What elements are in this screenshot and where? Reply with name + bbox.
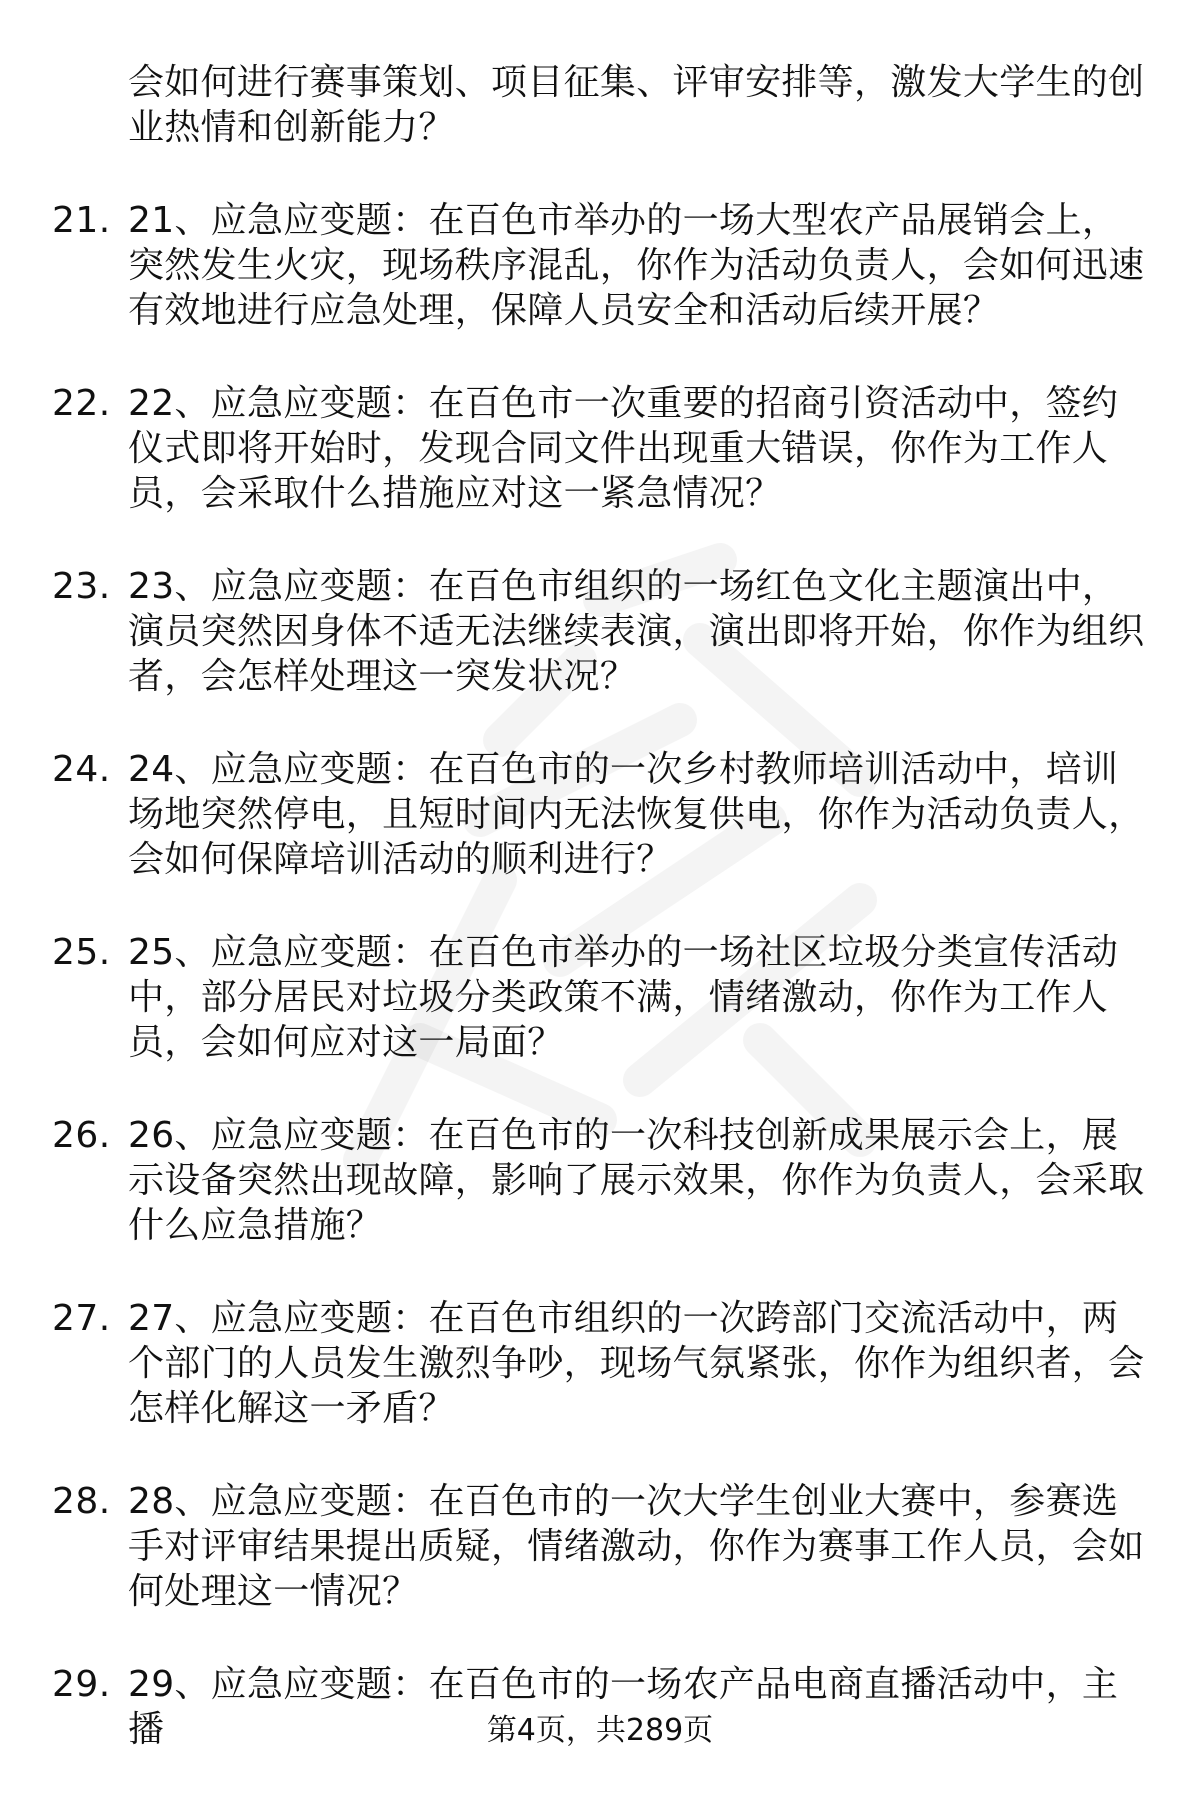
- list-item: [0, 1113, 1200, 1248]
- item-text: 26、应急应变题：在百色市的一次科技创新成果展示会上，展示设备突然出现故障，影响了展示效果，你作为负责人，会采取什么应急措施？: [128, 1115, 1145, 1246]
- list-item: [0, 198, 1200, 333]
- intro-text: 会如何进行赛事策划、项目征集、评审安排等，激发大学生的创业热情和创新能力？: [128, 62, 1145, 148]
- list-item: [0, 747, 1200, 882]
- list-item: [0, 381, 1200, 516]
- list-item: [0, 1296, 1200, 1431]
- item-number: 21.: [52, 200, 111, 241]
- item-number: 28.: [52, 1481, 111, 1522]
- page-footer: 第4页，共289页: [486, 1713, 714, 1748]
- item-text: 25、应急应变题：在百色市举办的一场社区垃圾分类宣传活动中，部分居民对垃圾分类政策不满，情绪激动，你作为工作人员，会如何应对这一局面？: [128, 932, 1119, 1063]
- intro-paragraph: [0, 60, 1200, 150]
- item-text: 27、应急应变题：在百色市组织的一次跨部门交流活动中，两个部门的人员发生激烈争吵，现场气氛紧张，你作为组织者，会怎样化解这一矛盾？: [128, 1298, 1145, 1429]
- item-number: 26.: [52, 1115, 111, 1156]
- item-text: 23、应急应变题：在百色市组织的一场红色文化主题演出中，演员突然因身体不适无法继续表演，演出即将开始，你作为组织者，会怎样处理这一突发状况？: [128, 566, 1145, 697]
- list-item: [0, 930, 1200, 1065]
- question-list: [0, 60, 1200, 1800]
- item-text: 29、应急应变题：在百色市的一场农产品电商直播活动中，主播: [128, 1664, 1119, 1750]
- item-number: 22.: [52, 383, 111, 424]
- item-text: 22、应急应变题：在百色市一次重要的招商引资活动中，签约仪式即将开始时，发现合同文件出现重大错误，你作为工作人员，会采取什么措施应对这一紧急情况？: [128, 383, 1119, 514]
- item-number: 29.: [52, 1664, 111, 1705]
- list-item: [0, 1479, 1200, 1614]
- item-number: 25.: [52, 932, 111, 973]
- list-item: [0, 564, 1200, 699]
- item-text: 28、应急应变题：在百色市的一次大学生创业大赛中，参赛选手对评审结果提出质疑，情绪激动，你作为赛事工作人员，会如何处理这一情况？: [128, 1481, 1145, 1612]
- item-number: 27.: [52, 1298, 111, 1339]
- item-text: 21、应急应变题：在百色市举办的一场大型农产品展销会上，突然发生火灾，现场秩序混乱，你作为活动负责人，会如何迅速有效地进行应急处理，保障人员安全和活动后续开展？: [128, 200, 1145, 331]
- item-number: 24.: [52, 749, 111, 790]
- item-text: 24、应急应变题：在百色市的一次乡村教师培训活动中，培训场地突然停电，且短时间内无法恢复供电，你作为活动负责人，会如何保障培训活动的顺利进行？: [128, 749, 1145, 880]
- item-number: 23.: [52, 566, 111, 607]
